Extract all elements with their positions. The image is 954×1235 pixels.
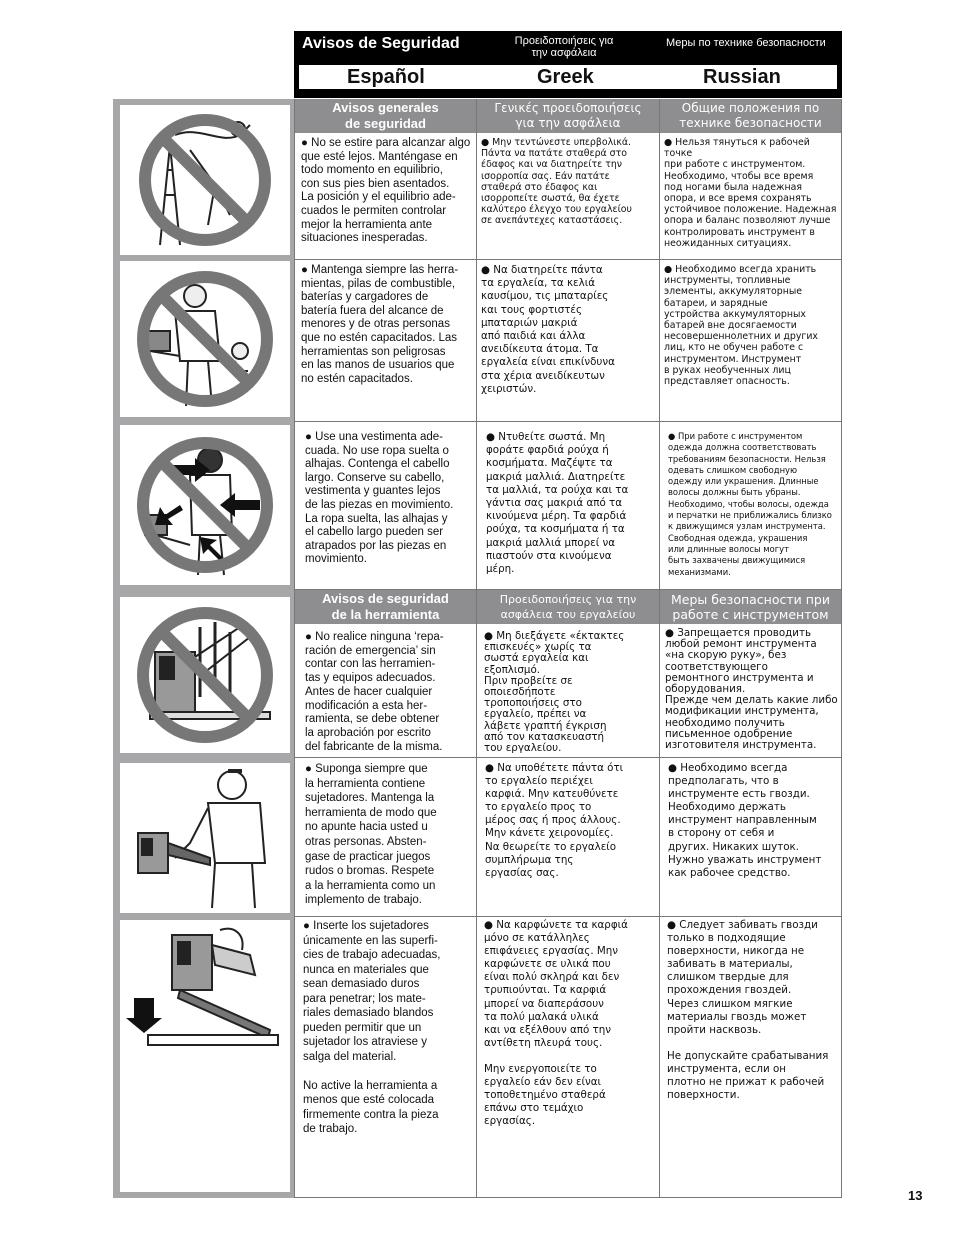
section-tool-el: Προειδοποιήσεις για την ασφάλεια του εργαλείου <box>477 590 659 624</box>
row-2-russian: ● Необходимо всегда хранить инструменты, топливные элементы, аккумуляторные батареи, и зарядные устройства аккумуляторных батарей вне досягаемости несовершеннолетних и других лиц, кто не обучен работе с инструментом. Инструмент в руках необученных лиц представляет опасность. <box>664 264 818 388</box>
russian-header-title: Меры по технике безопасности <box>666 37 826 49</box>
row-4-russian: ● Запрещается проводить любой ремонт инструмента «на скорую руку», без соответствующего ремонтного инструмента и оборудования. Прежде чем делать какие либо модификации инструмента, необходимо получить письменное одобрение изготовителя инструмента. <box>665 627 838 752</box>
section-general-el: Γενικές προειδοποιήσεις για την ασφάλεια <box>477 99 659 133</box>
language-greek: Greek <box>537 66 594 88</box>
page-number: 13 <box>908 1188 923 1203</box>
section-general-ru: Общие положения по технике безопасности <box>660 99 841 133</box>
row-6-russian: ● Следует забивать гвозди только в подходящие поверхности, никогда не забивать в материалы, слишком твердые для прохождения гвоздей. Через слишком мягкие материалы гвоздь может пройти насквозь. Не допускайте срабатывания инструмента, если он плотно не прижат к рабочей поверхности. <box>667 919 829 1102</box>
row-5-spanish: ● Suponga siempre que la herramienta contiene sujetadores. Mantenga la herramienta de modo que no apunte hacia usted u otras personas. Absten- gase de practicar juegos rudos o bromas. Respete a la herramienta como un implemento de trabajo. <box>305 763 437 907</box>
language-row <box>298 64 838 90</box>
column-divider <box>476 99 477 1198</box>
row-divider <box>294 421 842 422</box>
section-general-es: Avisos generales de seguridad <box>295 99 476 133</box>
illustration-no-emergency-repair <box>120 597 290 753</box>
row-1-spanish: ● No se estire para alcanzar algo que esté lejos. Manténgase en todo momento en equilibrio, con sus pies bien asentados. La posición y el equilibrio ade- cuados le permiten controlar mejor la herramienta ante situaciones inesperadas. <box>301 137 471 245</box>
language-spanish: Español <box>347 66 425 88</box>
illustration-assume-loaded <box>120 763 290 913</box>
row-divider <box>294 916 842 917</box>
row-4-spanish: ● No realice ninguna ‘repa- ración de emergencia’ sin contar con las herramien- tas y equipos adecuados. Antes de hacer cualquier modificación a esta her- ramienta, se debe obtener la aprobación por escrito del fabricante de la misma. <box>305 631 444 753</box>
row-2-greek: ● Να διατηρείτε πάντα τα εργαλεία, τα κελιά καυσίμου, τις μπαταρίες και τους φορτιστές μπαταριών μακριά από παιδιά και άλλα ανειδίκευτα άτομα. Τα εργαλεία είναι επικίνδυνα στα χέρια ανειδίκευτων χειριστών. <box>481 264 615 395</box>
language-russian: Russian <box>703 66 781 88</box>
row-divider <box>294 259 842 260</box>
row-6-spanish: ● Inserte los sujetadores únicamente en las superfi- cies de trabajo adecuadas, nunca en materiales que sean demasiado duros para penetrar; los mate- riales demasiado blandos pueden permitir que un sujetador los atraviese y salga del material. No active la herramienta a menos que esté colocada firmemente contra la pieza de trabajo. <box>303 920 441 1135</box>
language-header <box>294 31 842 98</box>
row-4-greek: ● Μη διεξάγετε «έκτακτες επισκευές» χωρίς τα σωστά εργαλεία και εξοπλισμό. Πριν προβείτε σε οποιεσδήποτε τροποποιήσεις στο εργαλείο, πρέπει να λάβετε γραπτή έγκριση από τον κατασκευαστή του εργαλείου. <box>484 630 625 755</box>
row-3-spanish: ● Use una vestimenta ade- cuada. No use ropa suelta o alhajas. Contenga el cabello largo. Conserve su cabello, vestimenta y guantes lejos de las piezas en movimiento. La ropa suelta, las alhajas y el cabello largo pueden ser atrapados por las piezas en movimiento. <box>305 431 454 566</box>
illustration-keep-from-children <box>120 261 290 417</box>
row-divider <box>294 757 842 758</box>
section-tool-es: Avisos de seguridad de la herramienta <box>295 590 476 624</box>
illustration-drive-into-surface <box>120 920 290 1192</box>
row-1-russian: ● Нельзя тянуться к рабочей точке при работе с инструментом. Необходимо, чтобы все время под ногами была надежная опора, и все время сохранять устойчивое положение. Надежная опора и баланс позволяют лучше контролировать инструмент в неожиданных ситуациях. <box>664 137 837 249</box>
row-1-greek: ● Μην τεντώνεστε υπερβολικά. Πάντα να πατάτε σταθερά στο έδαφος και να διατηρείτε την ισορροπία σας. Εάν πατάτε σταθερά στο έδαφος και ισορροπείτε σωστά, θα έχετε καλύτερο έλεγχο του εργαλείου σε ανεπάντεχες καταστάσεις. <box>481 137 632 227</box>
row-6-greek: ● Να καρφώνετε τα καρφιά μόνο σε κατάλληλες επιφάνειες εργασίας. Μην καρφώνετε σε υλικά που είναι πολύ σκληρά και δεν τρυπιούνται. Τα καρφιά μπορεί να διαπεράσουν τα πολύ μαλακά υλικά και να εξέλθουν από την αντίθετη πλευρά τους. Μην ενεργοποιείτε το εργαλείο εάν δεν είναι τοποθετημένο σταθερά επάνω στο τεμάχιο εργασίας. <box>484 919 628 1128</box>
section-tool-ru: Меры безопасности при работе с инструментом <box>660 590 841 624</box>
row-2-spanish: ● Mantenga siempre las herra- mientas, pilas de combustible, baterías y cargadores de batería fuera del alcance de menores y de otras personas que no estén capacitados. Las herramientas son peligrosas en las manos de usuarios que no estén capacitados. <box>301 264 459 385</box>
column-divider <box>659 99 660 1198</box>
row-5-greek: ● Να υποθέτετε πάντα ότι το εργαλείο περιέχει καρφιά. Μην κατευθύνετε το εργαλείο προς το μέρος σας ή προς άλλους. Μην κάνετε χειρονομίες. Να θεωρείτε το εργαλείο συμπλήρωμα της εργασίας σας. <box>485 762 624 879</box>
illustration-no-overreaching <box>120 105 290 255</box>
spanish-header-title: Avisos de Seguridad <box>302 35 460 52</box>
greek-header-title: Προειδοποιήσεις για την ασφάλεια <box>514 35 614 59</box>
row-3-russian: ● При работе с инструментом одежда должна соответствовать требованиям безопасности. Нельзя одевать слишком свободную одежду или украшения. Длинные волосы должны быть убраны. Необходимо, чтобы волосы, одежда и перчатки не приближались близко к движущимся узлам инструмента. Свободная одежда, украшения или длинные волосы могут быть захвачены движущимися механизмами. <box>668 431 832 577</box>
illustration-proper-clothing <box>120 425 290 585</box>
row-3-greek: ● Ντυθείτε σωστά. Μη φοράτε φαρδιά ρούχα ή κοσμήματα. Μαζέψτε τα μακριά μαλλιά. Διατηρείτε τα μαλλιά, τα ρούχα και τα γάντια σας μακριά από τα κινούμενα μέρη. Τα φαρδιά ρούχα, τα κοσμήματα ή τα μακριά μαλλιά μπορεί να πιαστούν στα κινούμενα μέρη. <box>486 431 629 576</box>
row-5-russian: ● Необходимо всегда предполагать, что в инструменте есть гвозди. Необходимо держать инструмент направленным в сторону от себя и других. Никаких шуток. Нужно уважать инструмент как рабочее средство. <box>668 762 822 879</box>
